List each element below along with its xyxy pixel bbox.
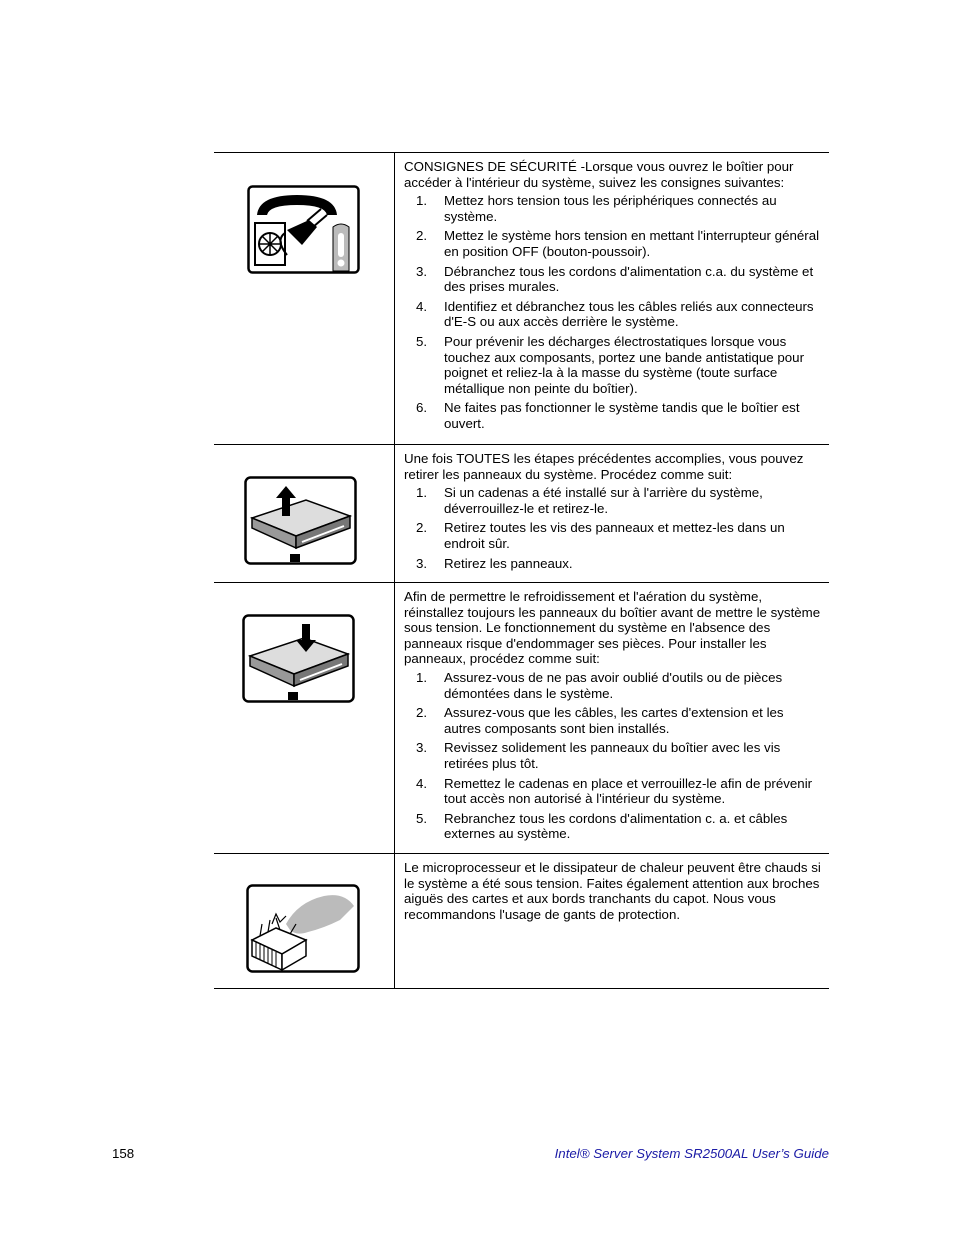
instruction-text [395,854,829,988]
list-item: 6. Ne faites pas fonctionner le système tandis que le boîtier est ouvert. [416,400,800,431]
document-title-footer: Intel® Server System SR2500AL User’s Guide [554,1146,829,1161]
row-intro: Une fois TOUTES les étapes précédentes accomplies, vous pouvez retirer les panneaux du système. Procédez comme suit: [404,451,804,482]
table-row [214,853,829,989]
row-intro: Le microprocesseur et le dissipateur de chaleur peuvent être chauds si le système a été sous tension. Faites également attention aux broches aiguës des cartes et aux bords tranchants du capot. Nous vous recommandons l'usage de gants de protection. [404,860,821,922]
table-row [214,582,829,853]
list-item: 1. Mettez hors tension tous les périphériques connectés au système. [416,193,777,224]
list-item: 3. Débranchez tous les cordons d'alimentation c.a. du système et des prises murales. [416,263,814,295]
icon-cell [214,445,395,582]
list-item: 4. Identifiez et débranchez tous les câbles reliés aux connecteurs d'E-S ou aux accès derrière le système. [416,298,814,330]
install-cover-icon [242,614,356,704]
instruction-text [395,445,829,582]
step-list [404,485,821,571]
step-list [404,670,821,842]
icon-cell [214,583,395,853]
row-intro: CONSIGNES DE SÉCURITÉ -Lorsque vous ouvrez le boîtier pour accéder à l'intérieur du système, suivez les consignes suivantes: [404,159,794,190]
list-item: 1. Si un cadenas a été installé sur à l'arrière du système, déverrouillez-le et retirez-le. [416,485,763,516]
list-item: 3. Revissez solidement les panneaux du boîtier avec les vis retirées plus tôt. [416,740,781,771]
instruction-text [395,583,829,853]
list-item: 2. Assurez-vous que les câbles, les cartes d'extension et les autres composants sont bien installés. [416,705,784,736]
safety-instructions-table [214,152,829,989]
list-item: 5. Rebranchez tous les cordons d'alimentation c. a. et câbles externes au système. [416,810,788,842]
step-list [404,193,821,431]
list-item: 1. Assurez-vous de ne pas avoir oublié d'outils ou de pièces démontées dans le système. [416,669,783,701]
page-number: 158 [112,1146,135,1161]
icon-cell [214,854,395,988]
remove-cover-icon [244,476,358,566]
icon-cell [214,153,395,444]
list-item: 3. Retirez les panneaux. [416,555,573,571]
list-item: 2. Mettez le système hors tension en mettant l'interrupteur général en position OFF (bouton-poussoir). [416,228,820,259]
table-row [214,444,829,582]
row-intro: Afin de permettre le refroidissement et l'aération du système, réinstallez toujours les panneaux du boîtier avant de mettre le système sous tension. Le fonctionnement du système en l'absence des panneaux risque d'endommager ses pièces. Pour installer les panneaux, procédez comme suit: [404,589,821,667]
instruction-text [395,153,829,444]
table-row [214,152,829,444]
list-item: 4. Remettez le cadenas en place et verrouillez-le afin de prévenir tout accès non autorisé à l'intérieur du système. [416,775,813,807]
hot-heatsink-icon [246,884,362,974]
power-disconnect-warning-icon [247,185,361,275]
list-item: 2. Retirez toutes les vis des panneaux et mettez-les dans un endroit sûr. [416,520,785,551]
list-item: 5. Pour prévenir les décharges électrostatiques lorsque vous touchez aux composants, portez une bande antistatique pour poignet et reliez-la à la masse du système (toute surface métallique non peinte du boîtier). [416,333,804,396]
